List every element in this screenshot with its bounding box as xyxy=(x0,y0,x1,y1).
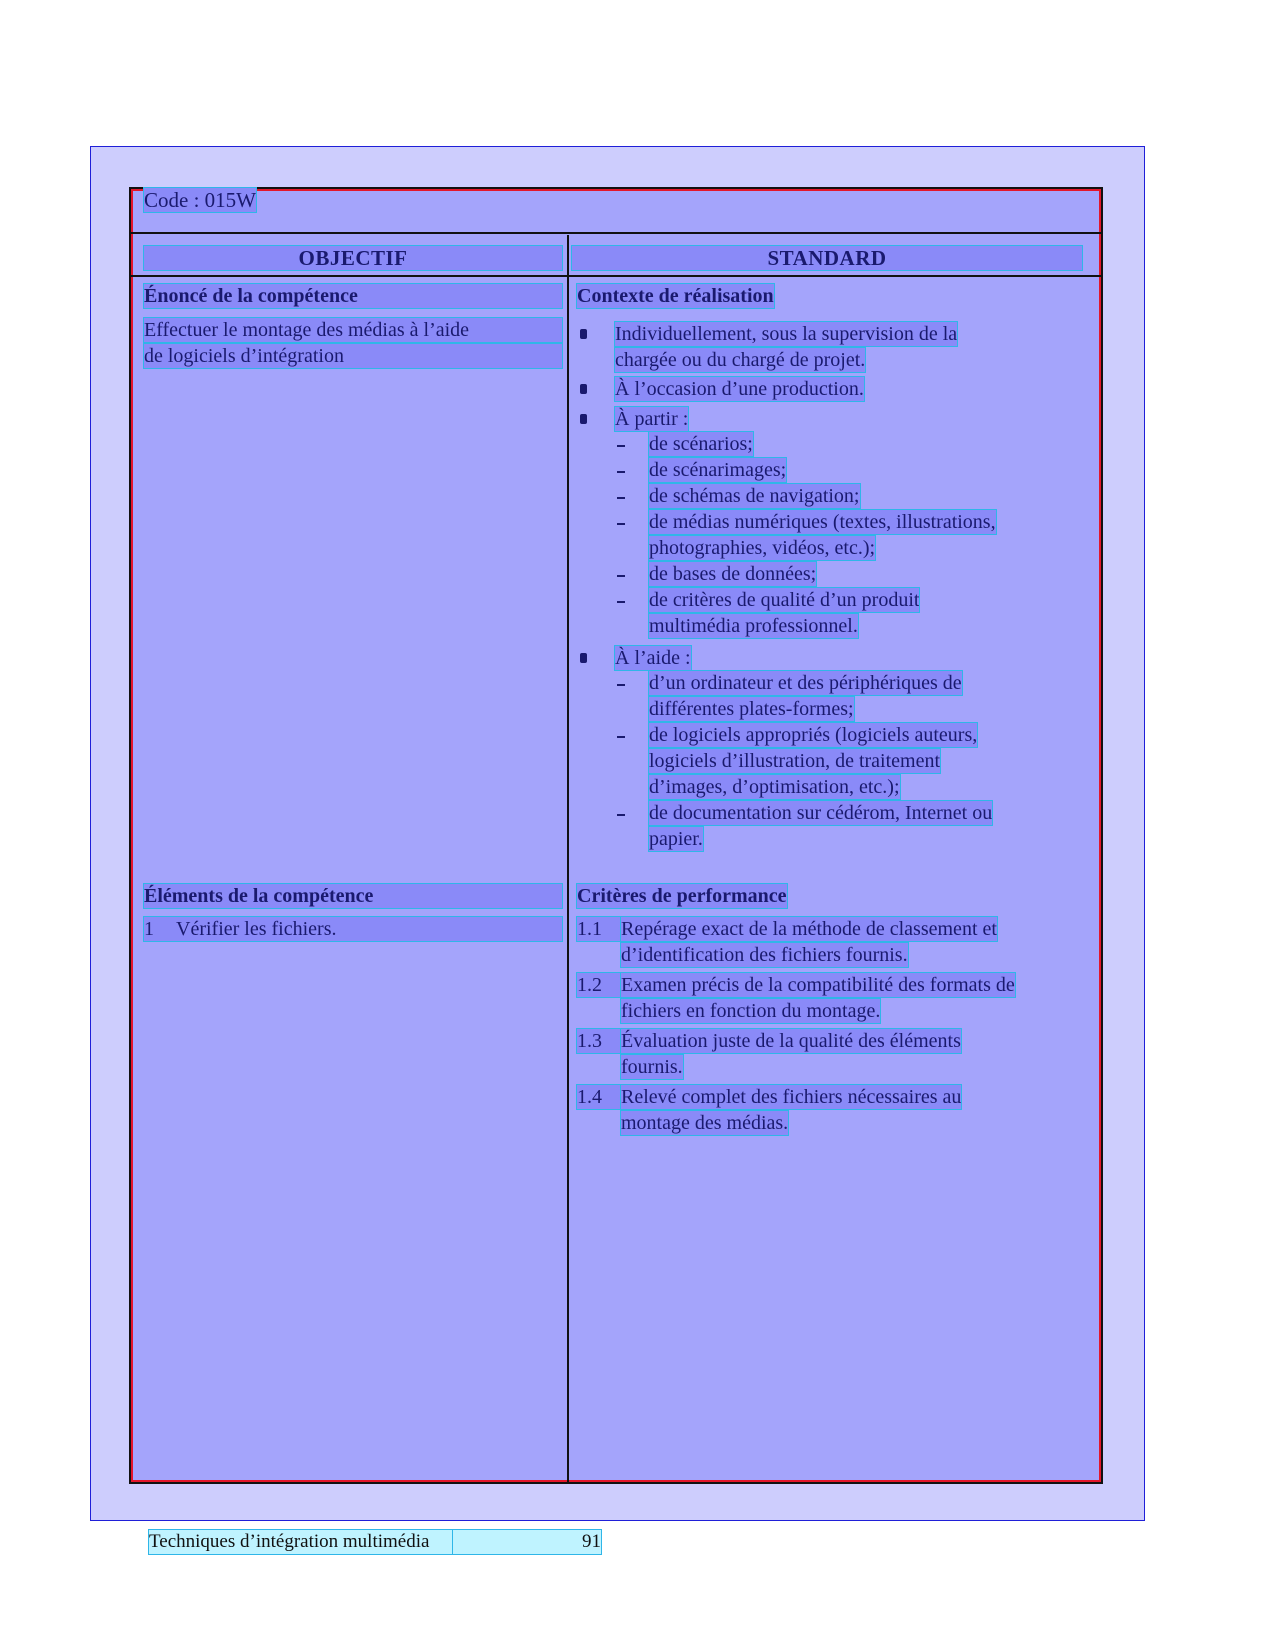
source-scenarimages: de scénarimages; xyxy=(649,459,787,481)
aide-ordinateur-cont: différentes plates-formes; xyxy=(649,698,854,720)
bullet-icon xyxy=(580,329,587,339)
dash-icon xyxy=(617,814,625,816)
source-scenarios: de scénarios; xyxy=(649,433,753,455)
bullet-icon xyxy=(580,414,587,424)
context-line-1: Individuellement, sous la supervision de la xyxy=(615,323,958,345)
critere-number: 1.3 xyxy=(577,1029,621,1053)
aide-documentation-cont: papier. xyxy=(649,828,703,850)
context-line-1b: chargée ou du chargé de projet. xyxy=(615,349,866,371)
enonce-title: Énoncé de la compétence xyxy=(144,284,562,308)
context-line-4: À l’aide : xyxy=(615,647,691,669)
contexte-title: Contexte de réalisation xyxy=(577,285,774,307)
code-label: Code : 015W xyxy=(144,188,256,212)
critere-1: Repérage exact de la méthode de classement et xyxy=(621,918,997,940)
objectif-header: OBJECTIF xyxy=(144,246,562,270)
dash-icon xyxy=(617,497,625,499)
critere-4: Relevé complet des fichiers nécessaires au xyxy=(621,1086,962,1108)
element-number: 1 xyxy=(144,918,154,940)
dash-icon xyxy=(617,523,625,525)
aide-documentation: de documentation sur cédérom, Internet ou xyxy=(649,802,993,824)
context-line-3: À partir : xyxy=(615,408,689,430)
bullet-icon xyxy=(580,653,587,663)
enonce-line-1: Effectuer le montage des médias à l’aide xyxy=(144,318,562,342)
source-bases: de bases de données; xyxy=(649,563,817,585)
critere-1-cont: d’identification des fichiers fournis. xyxy=(621,944,908,966)
source-criteres-cont: multimédia professionnel. xyxy=(649,615,858,637)
dash-icon xyxy=(617,445,625,447)
standard-header: STANDARD xyxy=(572,246,1082,270)
source-medias-cont: photographies, vidéos, etc.); xyxy=(649,537,876,559)
critere-3-cont: fournis. xyxy=(621,1056,683,1078)
critere-3: Évaluation juste de la qualité des éléments xyxy=(621,1030,961,1052)
enonce-line-2: de logiciels d’intégration xyxy=(144,344,562,368)
critere-number: 1.2 xyxy=(577,973,621,997)
source-medias: de médias numériques (textes, illustrations, xyxy=(649,511,996,533)
dash-icon xyxy=(617,601,625,603)
header-divider xyxy=(131,232,1101,234)
critere-number: 1.1 xyxy=(577,917,621,941)
critere-2-cont: fichiers en fonction du montage. xyxy=(621,1000,881,1022)
elements-title: Éléments de la compétence xyxy=(144,884,562,908)
aide-logiciels-cont2: d’images, d’optimisation, etc.); xyxy=(649,776,900,798)
critere-number: 1.4 xyxy=(577,1085,621,1109)
element-text: Vérifier les fichiers. xyxy=(176,918,337,940)
source-criteres: de critères de qualité d’un produit xyxy=(649,589,920,611)
critere-4-cont: montage des médias. xyxy=(621,1112,789,1134)
header-bottom-divider xyxy=(131,275,1101,277)
aide-logiciels-cont: logiciels d’illustration, de traitement xyxy=(649,750,941,772)
dash-icon xyxy=(617,736,625,738)
footer-title: Techniques d’intégration multimédia xyxy=(149,1530,453,1554)
column-divider xyxy=(567,235,569,1484)
page-number: 91 xyxy=(453,1530,601,1554)
aide-logiciels: de logiciels appropriés (logiciels auteurs, xyxy=(649,724,978,746)
element-1 xyxy=(144,917,562,941)
bullet-icon xyxy=(580,384,587,394)
context-line-2: À l’occasion d’une production. xyxy=(615,378,864,400)
criteres-title: Critères de performance xyxy=(577,885,787,907)
critere-2: Examen précis de la compatibilité des formats de xyxy=(621,974,1015,996)
dash-icon xyxy=(617,684,625,686)
aide-ordinateur: d’un ordinateur et des périphériques de xyxy=(649,672,962,694)
source-schemas: de schémas de navigation; xyxy=(649,485,860,507)
dash-icon xyxy=(617,575,625,577)
dash-icon xyxy=(617,471,625,473)
